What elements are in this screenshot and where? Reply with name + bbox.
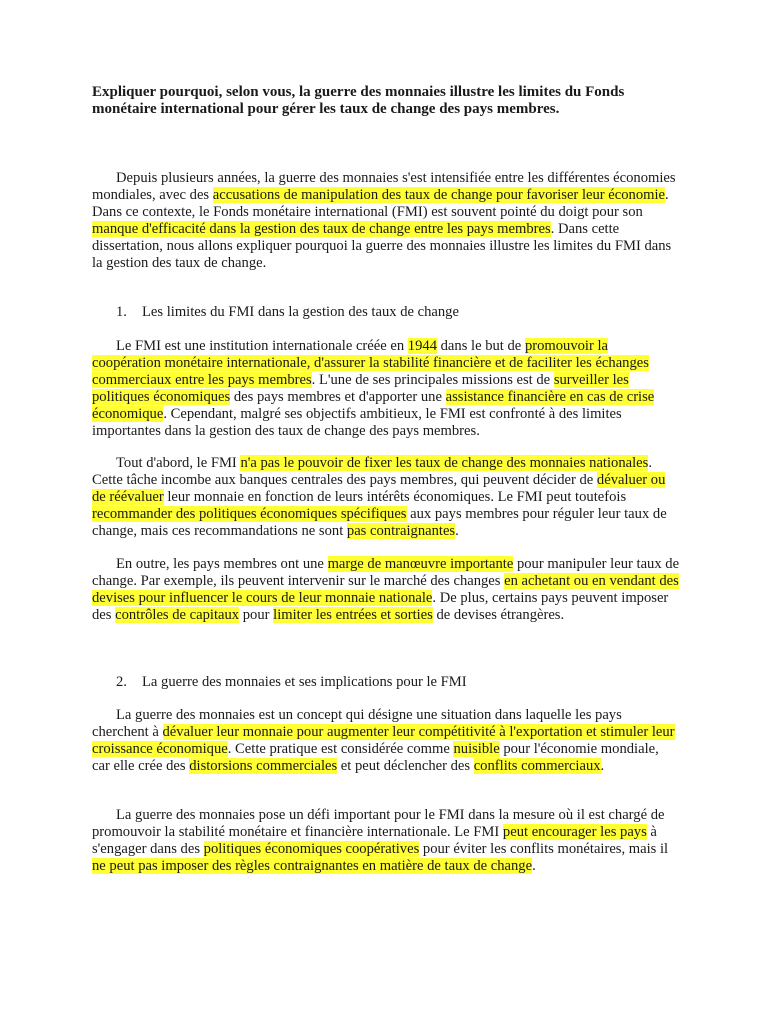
text-run: . De plus, certains pays peuvent imposer des bbox=[92, 590, 669, 623]
highlighted-text: marge de manœuvre importante bbox=[327, 556, 514, 572]
text-run: des pays membres et d'apporter une bbox=[230, 389, 446, 405]
text-run: . bbox=[455, 523, 459, 539]
highlighted-text: contrôles de capitaux bbox=[115, 607, 240, 623]
text-run: . Dans ce contexte, le Fonds monétaire international (FMI) est souvent pointé du doigt pour son bbox=[92, 187, 669, 220]
section-title: Les limites du FMI dans la gestion des taux de change bbox=[142, 304, 459, 320]
text-run: Le FMI est une institution internationale créée en bbox=[116, 338, 408, 354]
text-run: et peut déclencher des bbox=[337, 758, 474, 774]
paragraph-intro bbox=[92, 170, 680, 272]
highlighted-text: accusations de manipulation des taux de change pour favoriser leur économie bbox=[212, 187, 666, 203]
text-run: Depuis plusieurs années, la guerre des monnaies s'est intensifiée entre les différentes économies mondiales, avec des bbox=[92, 170, 676, 203]
highlighted-text: distorsions commerciales bbox=[189, 758, 338, 774]
essay-question: Expliquer pourquoi, selon vous, la guerre des monnaies illustre les limites du Fonds monétaire international pour gérer les taux de change des pays membres. bbox=[92, 84, 625, 117]
text-run: pour manipuler leur taux de change. Par exemple, ils peuvent intervenir sur le marché des changes bbox=[92, 556, 680, 589]
text-run: . Cette tâche incombe aux banques centrales des pays membres, qui peuvent décider de bbox=[92, 455, 652, 488]
text-run: dans le but de bbox=[436, 338, 525, 354]
text-run: Tout d'abord, le FMI bbox=[116, 455, 241, 471]
paragraph-exchange-power bbox=[92, 455, 680, 540]
text-run: La guerre des monnaies est un concept qui désigne une situation dans laquelle les pays cherchent à bbox=[92, 707, 622, 740]
highlighted-text: politiques économiques coopératives bbox=[203, 841, 420, 857]
highlighted-text: dévaluer ou de réévaluer bbox=[92, 472, 666, 505]
highlighted-text: surveiller les politiques économiques bbox=[92, 372, 629, 405]
paragraph-fmi-challenge bbox=[92, 807, 680, 875]
highlighted-text: ne peut pas imposer des règles contraignantes en matière de taux de change bbox=[92, 858, 533, 874]
text-run: En outre, les pays membres ont une bbox=[116, 556, 328, 572]
highlighted-text: limiter les entrées et sorties bbox=[273, 607, 433, 623]
text-run: de devises étrangères. bbox=[432, 607, 565, 623]
paragraph-fmi-role bbox=[92, 338, 680, 440]
highlighted-text: pas contraignantes bbox=[346, 523, 456, 539]
text-run: aux pays membres pour réguler leur taux de change, mais ces recommandations ne sont bbox=[92, 506, 667, 539]
highlighted-text: conflits commerciaux bbox=[473, 758, 601, 774]
section-heading-2 bbox=[116, 674, 467, 691]
text-run: leur monnaie en fonction de leurs intérêts économiques. Le FMI peut toutefois bbox=[163, 489, 627, 505]
highlighted-text: assistance financière en cas de crise économique bbox=[92, 389, 655, 422]
section-title: La guerre des monnaies et ses implications pour le FMI bbox=[142, 674, 467, 690]
paragraph-member-leeway bbox=[92, 556, 680, 624]
highlighted-text: peut encourager les pays bbox=[502, 824, 647, 840]
section-heading-1 bbox=[116, 304, 459, 321]
highlighted-text: recommander des politiques économiques spécifiques bbox=[92, 506, 407, 522]
highlighted-text: promouvoir la coopération monétaire internationale, d'assurer la stabilité financière et de faciliter les échanges commerciaux entre les pays membres bbox=[92, 338, 649, 388]
text-run: La guerre des monnaies pose un défi important pour le FMI dans la mesure où il est chargé de promouvoir la stabilité monétaire et financière internationale. Le FMI bbox=[92, 807, 665, 840]
text-run: . Cependant, malgré ses objectifs ambitieux, le FMI est confronté à des limites importantes dans la gestion des taux de change des pays membres. bbox=[92, 406, 622, 439]
text-run: pour bbox=[239, 607, 274, 623]
highlighted-text: en achetant ou en vendant des devises pour influencer le cours de leur monnaie nationale bbox=[92, 573, 679, 606]
text-run: . Cette pratique est considérée comme bbox=[227, 741, 454, 757]
section-number: 1. bbox=[116, 304, 127, 320]
highlighted-text: n'a pas le pouvoir de fixer les taux de change des monnaies nationales bbox=[240, 455, 649, 471]
highlighted-text: dévaluer leur monnaie pour augmenter leur compétitivité à l'exportation et stimuler leur croissance économique bbox=[92, 724, 675, 757]
text-run: pour l'économie mondiale, car elle crée des bbox=[92, 741, 659, 774]
text-run: à s'engager dans des bbox=[92, 824, 657, 857]
text-run: . L'une de ses principales missions est de bbox=[311, 372, 554, 388]
text-run: pour éviter les conflits monétaires, mais il bbox=[419, 841, 669, 857]
paragraph-currency-war bbox=[92, 707, 680, 775]
text-run: . bbox=[600, 758, 605, 774]
section-number: 2. bbox=[116, 674, 127, 690]
highlighted-text: nuisible bbox=[453, 741, 500, 757]
highlighted-text: manque d'efficacité dans la gestion des taux de change entre les pays membres bbox=[92, 221, 551, 237]
text-run: . bbox=[532, 858, 536, 874]
text-run: . Dans cette dissertation, nous allons expliquer pourquoi la guerre des monnaies illustre les limites du FMI dans la gestion des taux de change. bbox=[92, 221, 672, 271]
highlighted-text: 1944 bbox=[407, 338, 437, 354]
